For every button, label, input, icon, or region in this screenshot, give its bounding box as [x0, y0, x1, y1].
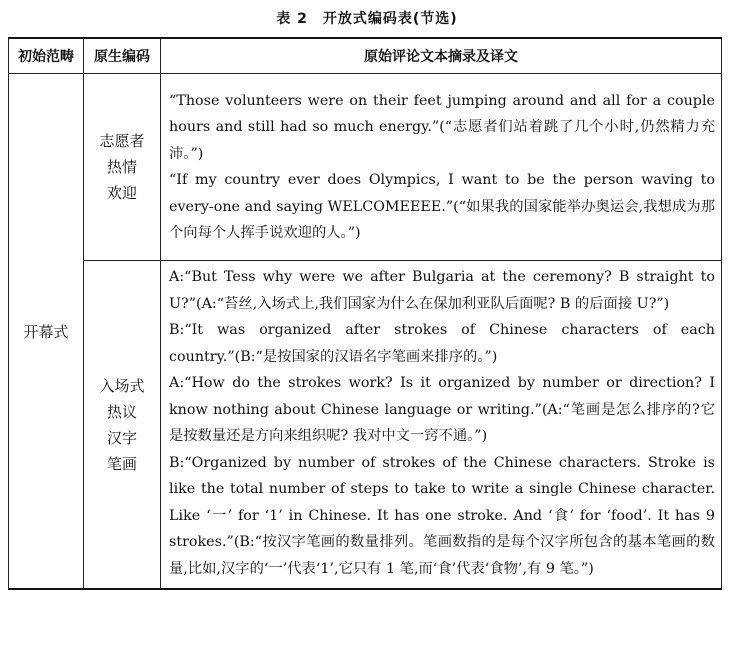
header-raw-code: 原生编码 — [84, 38, 161, 74]
excerpt-paragraph: B:“Organized by number of strokes of the Chinese characters. Stroke is like the total number of steps to take to write a single Chinese character. Like ‘一’ for ‘1’ in Chinese. It has one stroke. And ‘食’ for ‘food’. It has 9 strokes.”(B:“按汉字笔画的数量排列。笔画数指的是每个汉字所包含的基本笔画的数量,比如,汉字的‘一’代表‘1’,它只有 1 笔,而‘食’代表‘食物’,有 9 笔。”) — [169, 454, 715, 577]
code-line: 笔画 — [106, 454, 137, 473]
header-comment-excerpt: 原始评论文本摘录及译文 — [161, 38, 722, 74]
table-row — [9, 261, 722, 590]
code-cell — [84, 74, 161, 261]
excerpt-paragraph: A:“But Tess why were we after Bulgaria at the ceremony? B straight to U?”(A:“苔丝,入场式上,我们国家为什么在保加利亚队后面呢? B 的后面接 U?”) — [169, 269, 715, 312]
excerpt-paragraph: A:“How do the strokes work? Is it organized by number or direction? I know nothing about Chinese language or writing.”(A:“笔画是怎么排序的?它是按数量还是方向来组织呢? 我对中文一窍不通。”) — [169, 375, 715, 444]
table-row — [9, 74, 722, 261]
excerpt-paragraph: “Those volunteers were on their feet jumping around and all for a couple hours and still had so much energy.”(“志愿者们站着跳了几个小时,仍然精力充沛。”) — [169, 92, 715, 162]
header-row — [9, 38, 722, 74]
open-coding-table — [8, 37, 722, 590]
code-line: 志愿者 — [99, 132, 145, 150]
category-cell: 开幕式 — [9, 74, 84, 590]
excerpt-paragraph: B:“It was organized after strokes of Chinese characters of each country.”(B:“是按国家的汉语名字笔画来排序的。”) — [169, 322, 715, 365]
code-line: 入场式 — [99, 376, 145, 395]
code-line: 热情 — [106, 158, 137, 176]
code-line: 欢迎 — [106, 184, 137, 202]
table-title: 表 2 开放式编码表(节选) — [276, 11, 458, 27]
excerpt-paragraph: “If my country ever does Olympics, I want to be the person waving to every-one and saying WELCOMEEEE.”(“如果我的国家能举办奥运会,我想成为那个向每个人挥手说欢迎的人。”) — [169, 172, 715, 241]
header-initial-category: 初始范畴 — [9, 38, 84, 74]
excerpt-cell — [161, 261, 722, 590]
excerpt-cell — [161, 74, 722, 261]
code-cell — [84, 261, 161, 590]
code-line: 汉字 — [106, 428, 137, 447]
code-line: 热议 — [106, 402, 137, 421]
